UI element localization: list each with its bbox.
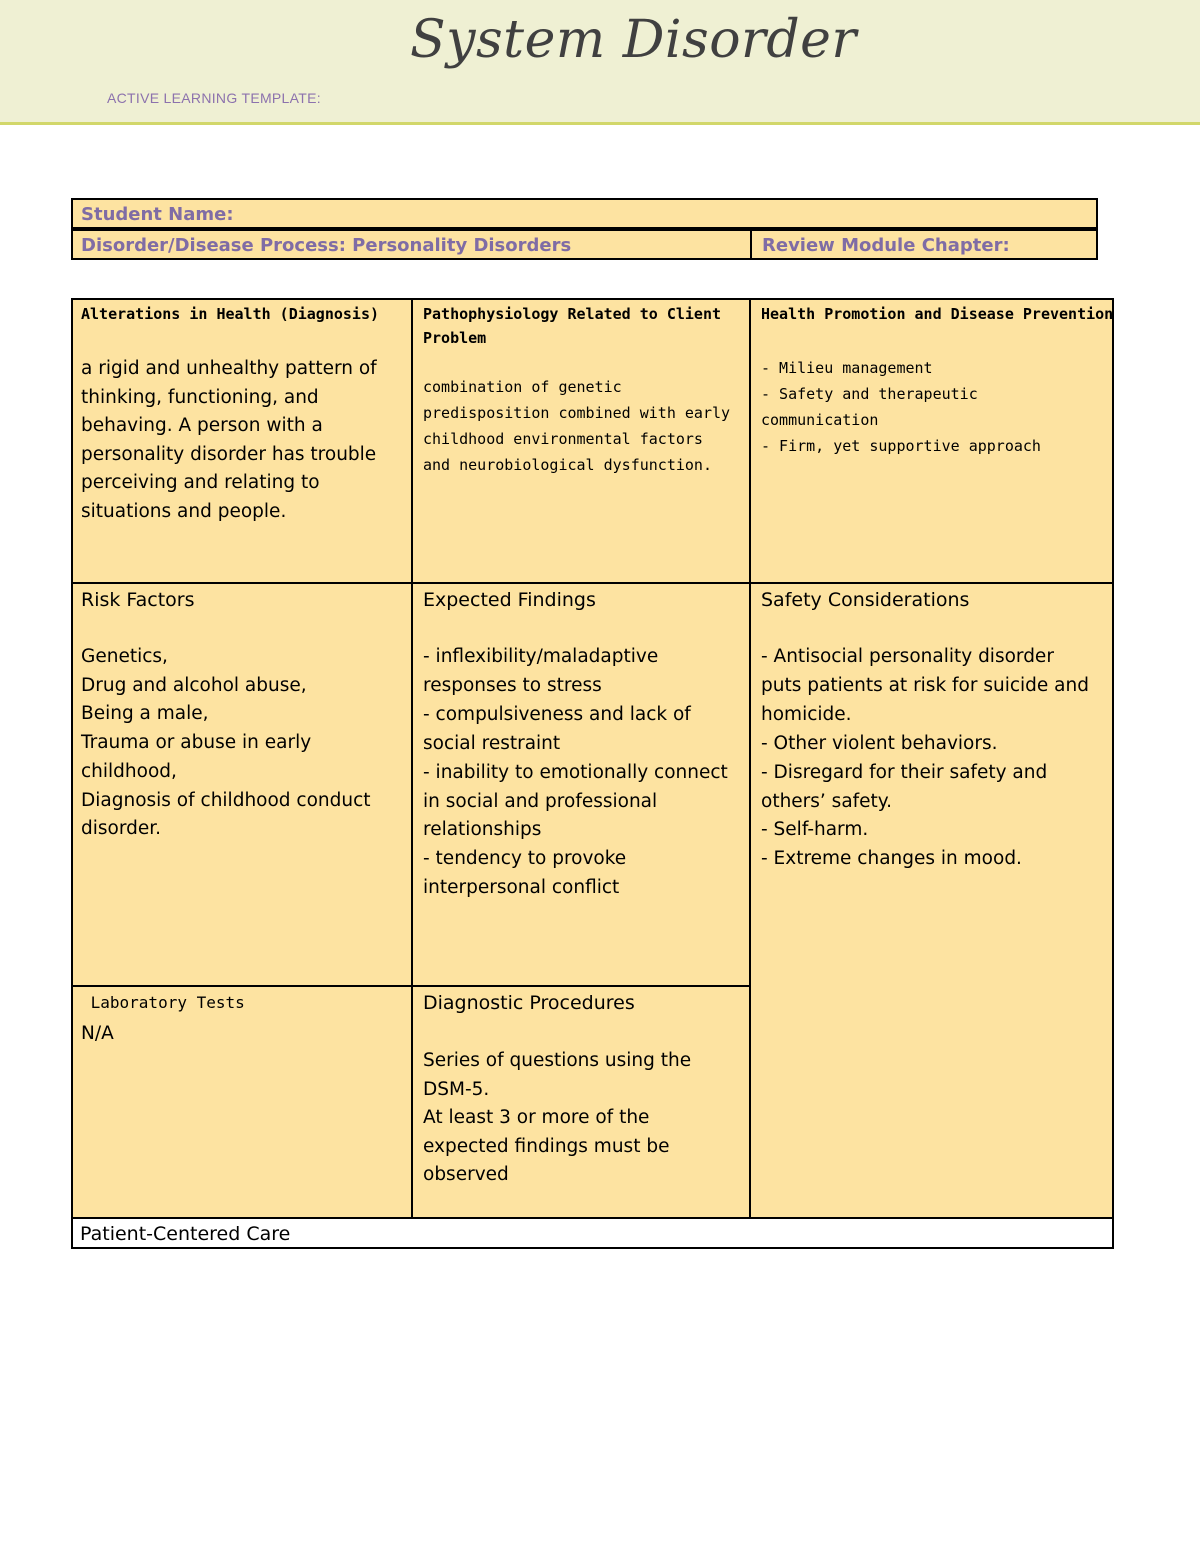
safety-body: - Antisocial personality disorder puts patients at risk for suicide and homicide. - Other violent behaviors. - Disregard for their safety and others’ safety. - Self-harm. - Extreme changes in mood.: [761, 646, 1089, 870]
alterations-heading: Alterations in Health (Diagnosis): [81, 305, 380, 323]
health-promotion-heading: Health Promotion and Disease Prevention: [761, 305, 1114, 323]
template-label: ACTIVE LEARNING TEMPLATE:: [107, 90, 321, 106]
grid-line: [411, 298, 413, 1219]
lab-tests-body: N/A: [81, 1023, 114, 1044]
grid-line: [1112, 298, 1114, 1249]
disorder-row: [71, 229, 1098, 260]
page-title: System Disorder: [410, 10, 857, 70]
row-divider: [750, 231, 752, 258]
health-promotion-body: - Milieu management - Safety and therapeutic communication - Firm, yet supportive approach: [761, 359, 1041, 455]
pathophysiology-heading: Pathophysiology Related to Client Problem: [423, 305, 722, 347]
risk-factors-body: Genetics, Drug and alcohol abuse, Being a male, Trauma or abuse in early childhood, Diagnosis of childhood conduct disorder.: [81, 646, 371, 840]
expected-findings-body: - inflexibility/maladaptive responses to stress - compulsiveness and lack of social restraint - inability to emotionally connect in social and professional relationships - tendency to provoke interpersonal conflict: [423, 646, 728, 899]
disorder-label: Disorder/Disease Process: Personality Disorders: [81, 235, 572, 256]
student-name-row[interactable]: [71, 198, 1098, 229]
alterations-body: a rigid and unhealthy pattern of thinking, functioning, and behaving. A person with a personality disorder has trouble perceiving and relating to situations and people.: [81, 358, 377, 522]
grid-line: [71, 1247, 1114, 1249]
grid-line: [749, 298, 751, 1219]
grid-line: [71, 298, 73, 1249]
risk-factors-heading: Risk Factors: [81, 589, 195, 611]
pathophysiology-body: combination of genetic predisposition combined with early childhood environmental factors and neurobiological dysfunction.: [423, 378, 731, 474]
safety-heading: Safety Considerations: [761, 589, 970, 611]
patient-care-heading: Patient-Centered Care: [80, 1223, 291, 1245]
diagnostic-procedures-body: Series of questions using the DSM-5. At least 3 or more of the expected findings must be observed: [423, 1050, 692, 1186]
review-module-label: Review Module Chapter:: [762, 235, 1010, 256]
student-name-label: Student Name:: [81, 204, 234, 225]
grid-line: [71, 1217, 1114, 1219]
grid-line: [71, 582, 1114, 584]
expected-findings-heading: Expected Findings: [423, 589, 596, 611]
lab-tests-heading: Laboratory Tests: [81, 993, 245, 1012]
diagnostic-procedures-heading: Diagnostic Procedures: [423, 992, 635, 1014]
grid-line: [71, 298, 1114, 300]
